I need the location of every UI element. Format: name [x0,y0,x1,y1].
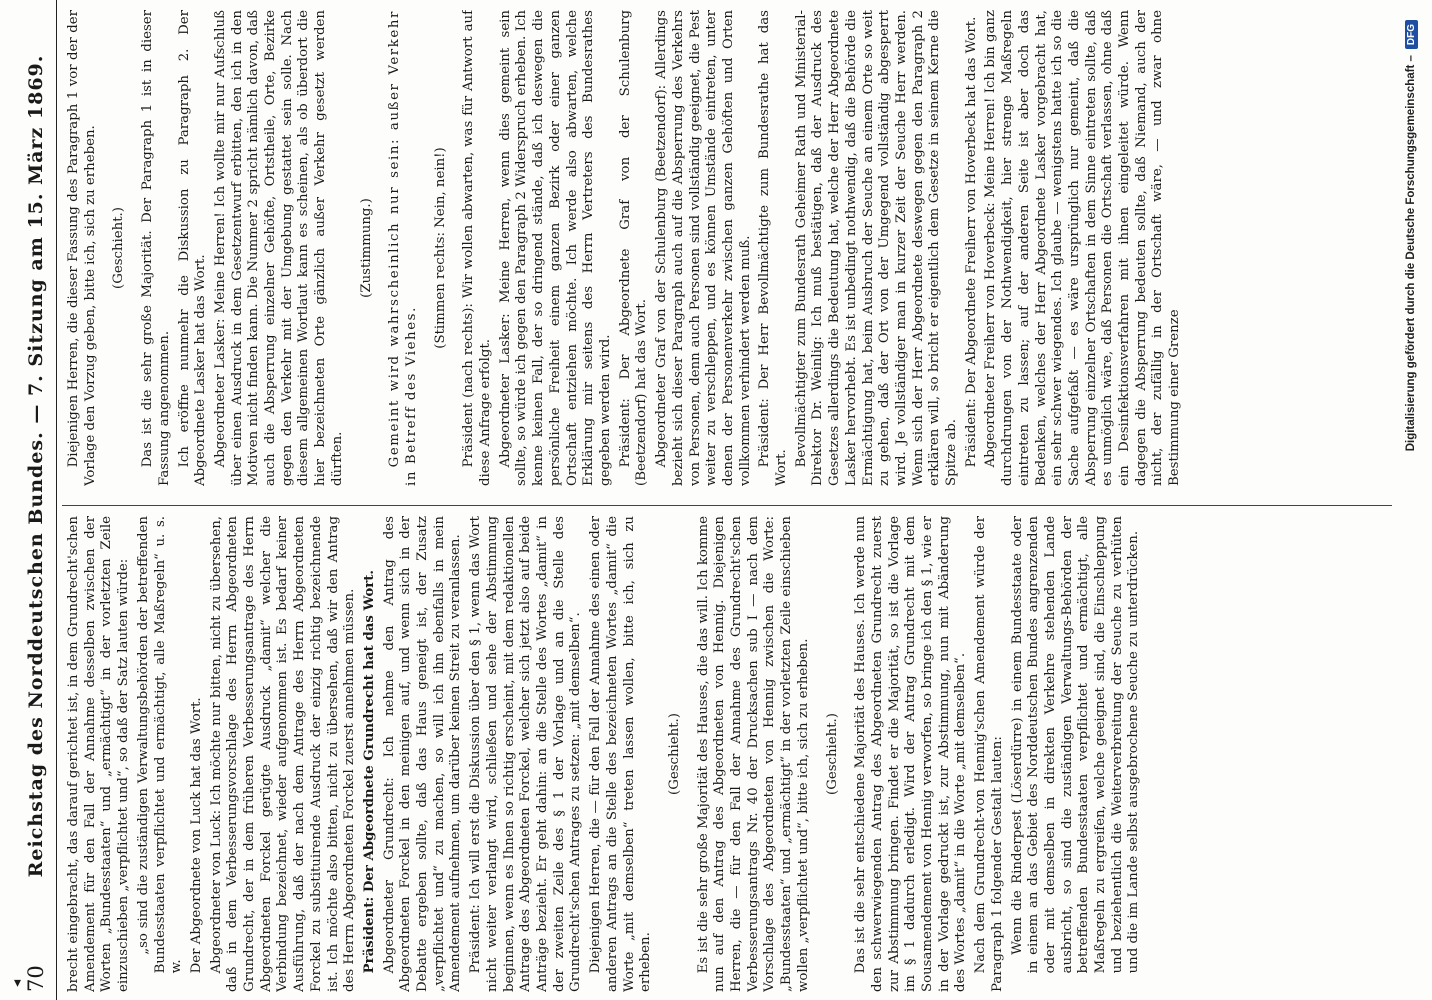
paragraph: Ich eröffne nunmehr die Diskussion zu Paragraph 2. Der Abgeordnete Lasker hat das Wort. [176,10,209,486]
paragraph: Abgeordneter von Luck: Ich möchte nur bitten, nicht zu übersehen, daß in dem Verbesserungsvorschlage des Herrn Abgeordneten Grundrecht, der in dem früheren Verbesserungsantrage des Herrn Abgeordneten Forckel gerügte Ausdruck „damit“ welcher die Verbindung bezeichnet, wieder aufgenommen ist. Es bedarf keiner Ausführung, daß der nach dem Antrage des Herrn Abgeordneten Forckel zu substituirende Ausdruck der einzig richtig bezeichnende ist. Ich möchte also bitten, nicht zu übersehen, daß wir den Antrag des Herrn Abgeordneten Forckel zuerst annehmen müssen. [208,516,358,992]
paragraph: Nach dem Grundrecht-von Hennig'schen Amendement würde der Paragraph 1 folgender Gestalt lauten: [973,516,1005,992]
page-header [16,0,57,1000]
page-number: 70 [24,965,48,992]
paragraph: Präsident: Der Abgeordnete Grundrecht hat das Wort. [361,570,377,974]
paragraph: Diejenigen Herren, die dieser Fassung des Paragraph 1 vor der der Vorlage den Vorzug geben, bitte ich, sich zu erheben. [66,10,98,486]
paragraph: Abgeordneter Lasker: Meine Herren, wenn dies gemeint sein sollte, so würde ich gegen den Paragraph 2 Widerspruch erheben. Ich kenne keinen Fall, der so dringend stände, daß ich deswegen die persönliche Freiheit einem ganzen Bezirk oder einer ganzen Ortschaft entziehen möchte. Ich werde also abwarten, welche Erklärung mir seitens des Herrn Vertreters des Bundesrathes gegeben werden wird. [497,10,613,486]
paragraph: Abgeordneter Lasker: Meine Herren! Ich wollte mir nur Aufschluß über einen Ausdruck in dem Gesetzentwurf erbitten, den ich in den Motiven nicht finden kann. Die Nummer 2 spricht nämlich davon, daß auch die Absperrung einzelner Gehöfte, Ortstheile, Orte, Bezirke gegen den Verkehr mit der Umgebung gestattet sein solle. Nach diesem allgemeinen Wortlaut kann es scheinen, als ob überdort die hier bezeichneten Orte gänzlich außer Verkehr gesetzt werden dürften. [212,10,345,486]
stage-direction: (Stimmen rechts: Nein, nein!) [432,147,448,349]
scan-edge-mark-icon: ▾ [14,975,22,991]
quoted-text: „so sind die zuständigen Verwaltungsbehörden der betreffenden Bundesstaaten verpflichtet und ermächtigt, alle Maßregeln“ u. s. w. [135,516,185,974]
paragraph: Abgeordneter Grundrecht: Ich nehme den Antrag des Abgeordneten Forckel in den meinigen auf, und wenn sich in der Debatte ergeben sollte, daß das Haus geneigt ist, der Zusatz „verpflichtet und“ zu machen, so will ich ihn ebenfalls in mein Amendement aufnehmen, um darüber keinen Streit zu veranlassen. [381,516,464,992]
paragraph: Diejenigen Herren, die — für den Fall der Annahme des einen oder anderen Antrags an die Stelle des bezeichneten Wortes „damit“ die Worte „mit demselben“ treten lassen wollen, bitte ich, sich zu erheben. [588,516,654,992]
quoted-text: Wenn die Rinderpest (Löserdürre) in einem Bundesstaate oder in einem an das Gebiet des Norddeutschen Bundes angrenzenden oder mit demselben in direkten Verkehre stehenden Lande ausbricht, so sind die zuständigen Verwaltungs-Behörden der betreffenden Bundesstaaten verpflichtet und ermächtigt, alle Maßregeln zu ergreifen, welche geeignet sind, die Einschleppung und beziehentlich die Weiterverbreitung der Seuche zu verhüten und die im Lande selbst ausgebrochene Seuche zu unterdrücken. [1009,516,1142,974]
stage-direction: (Zustimmung.) [358,198,374,298]
paragraph: Das ist die sehr große Majorität. Der Paragraph 1 ist in dieser Fassung angenommen. [140,10,172,486]
stage-direction: (Geschieht.) [111,207,127,289]
stage-direction: (Geschieht.) [666,713,682,795]
paragraph: Bevollmächtigter zum Bundesrath Geheimer Rath und Ministerial-Direktor Dr. Weinlig: Ich muß bestätigen, daß der Ausdruck des Gesetzes allerdings die Bedeutung hat, welche der Herr Abgeordnete Lasker hervorhebt. Es ist unbedingt nothwendig, daß die Behörde die Ermächtigung hat, beim Ausbruch der Seuche an einem Orte so weit zu gehen, daß der Ort von der Umgegend vollständig abgesperrt wird. Je vollständiger man in kurzer Zeit der Seuche Herr werden. Wenn sich der Herr Abgeordnete deswegen gegen den Paragraph 2 erklären will, so bricht er eigentlich dem Gesetze in seinem Kerne die Spitze ab. [793,10,960,486]
digitization-credit [1400,20,1426,980]
dfg-logo: DFG [1405,20,1418,49]
paragraph: Präsident (nach rechts): Wir wollen abwarten, was für Antwort auf diese Anfrage erfolgt. [461,10,494,486]
paragraph: Das ist die sehr entschiedene Majorität des Hauses. Ich werde nun den schwerwiegenden Antrag des Abgeordneten Grundrecht zuerst zur Abstimmung bringen. Findet er die Majorität, so ist die Vorlage im § 1 dadurch erledigt. Wird der Antrag Grundrecht mit dem Sousamendement von Hennig verworfen, so bringe ich den § 1, wie er in der Vorlage gedruckt ist, zur Abstimmung, nun mit Abänderung des Wortes „damit“ in die Worte „mit demselben“. [853,516,969,992]
page-title: Reichstag des Norddeutschen Bundes. — 7. Sitzung am 15. März 1869. [25,54,47,878]
paragraph: Der Abgeordnete von Luck hat das Wort. [188,697,204,974]
paragraph: Abgeordneter Graf von der Schulenburg (Beetzendorf): Allerdings bezieht sich dieser Paragraph auch auf die Absperrung des Verkehrs von Personen, denn auch Personen sind vollständig geeignet, die Pest weiter zu verschleppen, und es können Umstände eintreten, unter denen der Personenverkehr zwischen ganzen Gehöften und Orten vollkommen verhindert werden muß. [654,10,753,486]
paragraph: Präsident: Der Abgeordnete Freiherr von Hoverbeck hat das Wort. [963,16,979,468]
right-column [66,10,1386,486]
paragraph: Gemeint wird wahrscheinlich nur sein: außer Verkehr in Betreff des Viehes. [387,10,419,486]
paragraph: Präsident: Der Abgeordnete Graf von der Schulenburg (Beetzendorf) hat das Wort. [617,10,650,486]
paragraph: Es ist die sehr große Majorität des Hauses, die das will. Ich komme nun auf den Antrag des Abgeordneten von Hennig. Diejenigen Herren, die — für den Fall der Annahme des Grundrecht'schen Verbesserungsantrags Nr. 40 der Drucksachen sub I — nach dem Vorschlage des Abgeordneten von Hennig zwischen die Worte: „Bundesstaaten“ und „ermächtigt“ in der vorletzten Zeile einschieben wollen „verpflichtet und“, bitte ich, sich zu erheben. [695,516,811,992]
paragraph: Präsident: Der Herr Bevollmächtigte zum Bundesrathe hat das Wort. [757,10,790,486]
paragraph: brecht eingebracht, das darauf gerichtet ist, in dem Grundrecht'schen Amendement für den Fall der Annahme desselben zwischen der Worten „Bundesstaaten“ und „ermächtigt“ in der vorletzten Zeile einzuschieben „verpflichtet und“, so daß der Satz lauten würde: [66,516,132,992]
rotated-document-page [16,0,1396,1000]
paragraph: Präsident: Ich will erst die Diskussion über den § 1, wenn das Wort nicht weiter verlangt wird, schließen und sehe der Abstimmung beginnen, wenn es Ihnen so richtig erscheint, mit dem redaktionellen Antrage des Abgeordneten Forckel, welcher sich jetzt also auf beide Anträge bezieht. Er geht dahin: an die Stelle des Wortes „damit“ in der zweiten Zeile des § 1 der Vorlage und an die Stelle des Grundrecht'schen Antrages zu setzen: „mit demselben“. [468,516,584,992]
stage-direction: (Geschieht.) [824,713,840,795]
credit-text: Digitalisierung gefördert durch die Deutsche Forschungsgemeinschaft – [1405,55,1417,452]
column-divider [62,505,1392,506]
left-column [66,516,1386,992]
paragraph: Abgeordneter Freiherr von Hoverbeck: Meine Herren! Ich bin ganz durchdrungen von der Nothwendigkeit, hier strenge Maßregeln eintreten zu lassen; auf der anderen Seite ist aber doch das Bedenken, welches der Herr Abgeordnete Lasker vorgebracht hat, ein sehr schwer wiegendes. Ich glaube — wenigstens hatte ich so die Sache aufgefaßt — es wäre ursprünglich nur gemeint, daß die Absperrung einzelner Ortschaften in dem Sinne eintreten sollte, daß es unmöglich wäre, daß Personen die Ortschaft verlassen, ohne daß ein Desinfektionsverfahren mit ihnen eingeleitet würde. Wenn dagegen die Absperrung bedeuten sollte, daß Niemand, auch der nicht, der zufällig in der Ortschaft wäre, — und zwar ohne Bestimmung einer Grenze [983,10,1183,486]
